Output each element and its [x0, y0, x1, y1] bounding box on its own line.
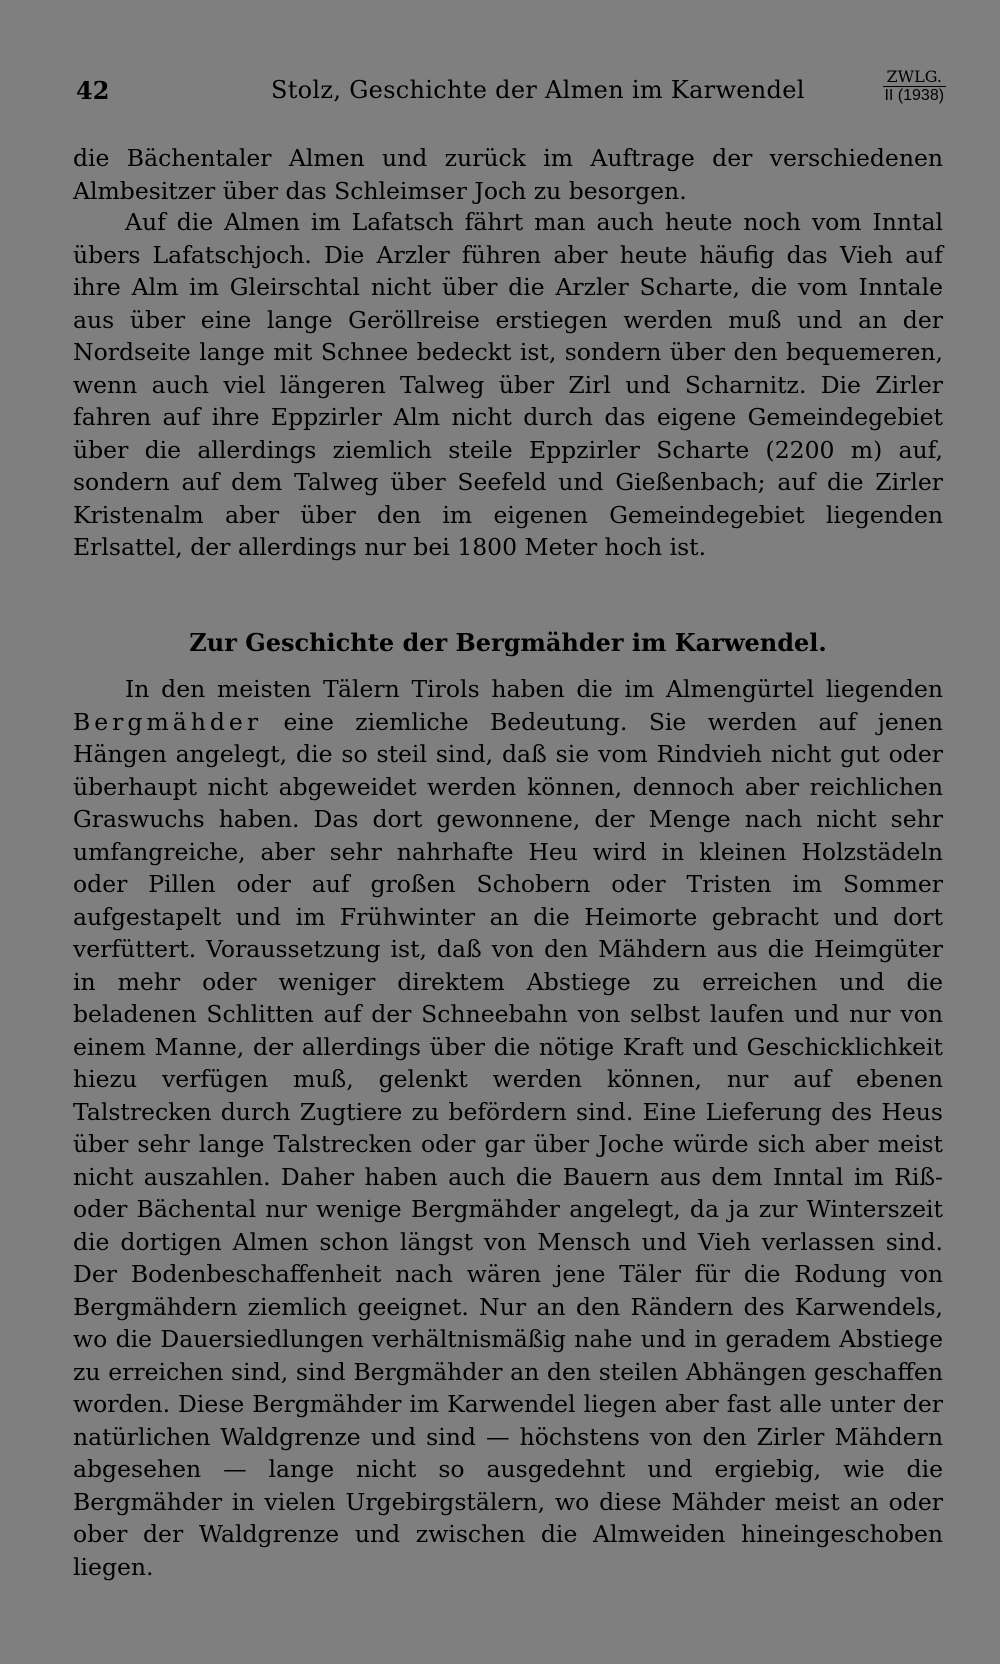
page-number: 42 — [76, 76, 110, 105]
paragraph-text-part2: eine ziemliche Bedeutung. Sie werden auf jenen Hängen angelegt, die so steil sind, daß sie vom Rindvieh nicht gut oder überhaupt nicht abgeweidet werden können, dennoch aber reichlichen Graswuchs haben. Das dort gewonnene, der Menge nach nicht sehr umfangreiche, aber sehr nahrhafte Heu wird in kleinen Holzstädeln oder Pillen oder auf großen Schobern oder Tristen im Sommer aufgestapelt und im Frühwinter an die Heimorte gebracht und dort verfüttert. Voraussetzung ist, daß von den Mähdern aus die Heimgüter in mehr oder weniger direktem Abstiege zu erreichen und die beladenen Schlitten auf der Schneebahn von selbst laufen und nur von einem Manne, der allerdings über die nötige Kraft und Geschicklichkeit hiezu verfügen muß, gelenkt werden können, nur auf ebenen Talstrecken durch Zugtiere zu befördern sind. Eine Lieferung des Heus über sehr lange Talstrecken oder gar über Joche würde sich aber meist nicht auszahlen. Daher haben auch die Bauern aus dem Inntal im Riß- oder Bächental nur wenige Bergmähder angelegt, da ja zur Winterszeit die dortigen Almen schon längst von Mensch und Vieh verlassen sind. Der Bodenbeschaffenheit nach wären jene Täler für die Rodung von Bergmähdern ziemlich geeignet. Nur an den Rändern des Karwendels, wo die Dauersiedlungen verhältnismäßig nahe und in geradem Abstiege zu erreichen sind, sind Bergmähder an den steilen Abhängen geschaffen worden. Diese Bergmähder im Karwendel liegen aber fast alle unter der natürlichen Waldgrenze und sind — höchstens von den Zirler Mähdern abgesehen — lange nicht so ausgedehnt und ergiebig, wie die Bergmähder in vielen Urgebirgstälern, wo diese Mähder meist an oder ober der Waldgrenze und zwischen die Almweiden hineingeschoben liegen. — [73, 707, 943, 1581]
spaced-term: Bergmähder — [73, 707, 263, 736]
paragraph-continuation: die Bächentaler Almen und zurück im Auftrage der verschiedenen Almbesitzer über das Schleimser Joch zu besorgen. — [73, 144, 943, 205]
paragraph-lafatsch: Auf die Almen im Lafatsch fährt man auch heute noch vom Inntal übers Lafatschjoch. Die Arzler führen aber heute häufig das Vieh auf ihre Alm im Gleirschtal nicht über die Arzler Scharte, die vom Inntale aus über eine lange Geröllreise erstiegen werden muß und an der Nordseite lange mit Schnee bedeckt ist, sondern über den bequemeren, wenn auch viel längeren Talweg über Zirl und Scharnitz. Die Zirler fahren auf ihre Eppzirler Alm nicht durch das eigene Gemeindegebiet über die allerdings ziemlich steile Eppzirler Scharte (2200 m) auf, sondern auf dem Talweg über Seefeld und Gießenbach; auf die Zirler Kristenalm aber über den im eigenen Gemeindegebiet liegenden Erlsattel, der allerdings nur bei 1800 Meter hoch ist. — [73, 208, 943, 561]
page-header — [76, 67, 946, 116]
running-title: Stolz, Geschichte der Almen im Karwendel — [271, 76, 805, 104]
paragraph-text-part1: In den meisten Tälern Tirols haben die im Almengürtel liegenden — [125, 675, 943, 703]
paragraph-bergmaehder — [73, 673, 943, 1583]
journal-volume: II (1938) — [884, 87, 945, 105]
section-heading: Zur Geschichte der Bergmähder im Karwendel. — [189, 628, 827, 657]
journal-reference — [883, 68, 946, 106]
journal-abbreviation: ZWLG. — [883, 68, 946, 87]
